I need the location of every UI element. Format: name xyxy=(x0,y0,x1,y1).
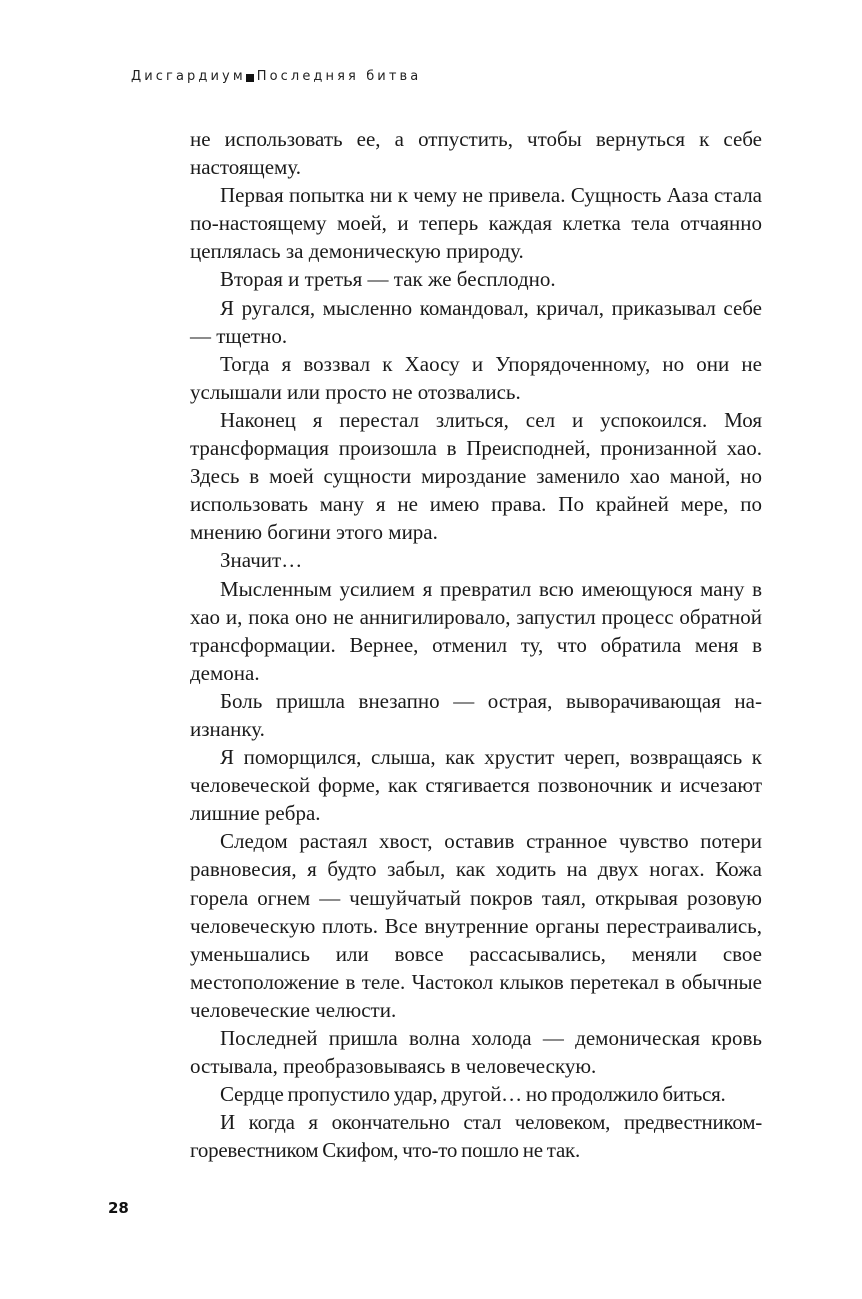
paragraph: Наконец я перестал злиться, сел и успокоился. Моя трансформация произошла в Преисподней, пронизанной хао. Здесь в моей сущности мироздание заменило хао маной, но использовать ману я не имею права. По крайней мере, по мнению богини этого мира. xyxy=(190,407,762,545)
paragraph: Сердце пропустило удар, другой… но продолжило биться. xyxy=(220,1082,726,1107)
book-title: Дисгардиум xyxy=(131,69,246,84)
paragraph: Последней пришла волна холода — демоническая кровь остывала, преобразовываясь в человеческую. xyxy=(190,1026,762,1079)
paragraph: Значит… xyxy=(220,548,303,573)
paragraph: Я поморщился, слыша, как хрустит череп, возвращаясь к человеческой форме, как стягивается позвоночник и исчезают лишние ребра. xyxy=(190,745,762,826)
paragraph: Мысленным усилием я превратил всю имеющуюся ману в хао и, пока оно не аннигилировало, запустил процесс обратной трансформации. Вернее, отменил ту, что обратила меня в демона. xyxy=(190,576,762,685)
header-separator-square xyxy=(246,74,254,82)
paragraph: Я ругался, мысленно командовал, кричал, приказывал себе — тщетно. xyxy=(190,295,762,348)
paragraph: Следом растаял хвост, оставив странное чувство потери равновесия, я будто забыл, как ходить на двух ногах. Кожа горела огнем — чешуйчатый покров таял, открывая розовую человеческую плоть. Все внутренние органы перестраивались, уменьшались или вовсе рассасывались, меняли свое местоположение в теле. Частокол клыков перетекал в обычные человеческие челюсти. xyxy=(190,829,762,1022)
paragraph: не использовать ее, а отпустить, чтобы вернуться к себе настоящему. xyxy=(190,127,762,180)
paragraph: И когда я окончательно стал человеком, предвестником-горевестником Скифом, что-то пошло не так. xyxy=(190,1110,762,1163)
volume-title: Последняя битва xyxy=(256,69,422,84)
running-header xyxy=(131,69,421,84)
paragraph: Боль пришла внезапно — острая, выворачивающая наизнанку. xyxy=(190,688,762,741)
body-text xyxy=(190,125,762,1164)
paragraph: Первая попытка ни к чему не привела. Сущность Ааза стала по-настоящему моей, и теперь каждая клетка тела отчаянно цеплялась за демоническую природу. xyxy=(190,183,762,264)
paragraph: Вторая и третья — так же бесплодно. xyxy=(220,267,556,292)
page-number: 28 xyxy=(108,1199,129,1217)
paragraph: Тогда я воззвал к Хаосу и Упорядоченному, но они не услышали или просто не отозвались. xyxy=(190,351,762,404)
